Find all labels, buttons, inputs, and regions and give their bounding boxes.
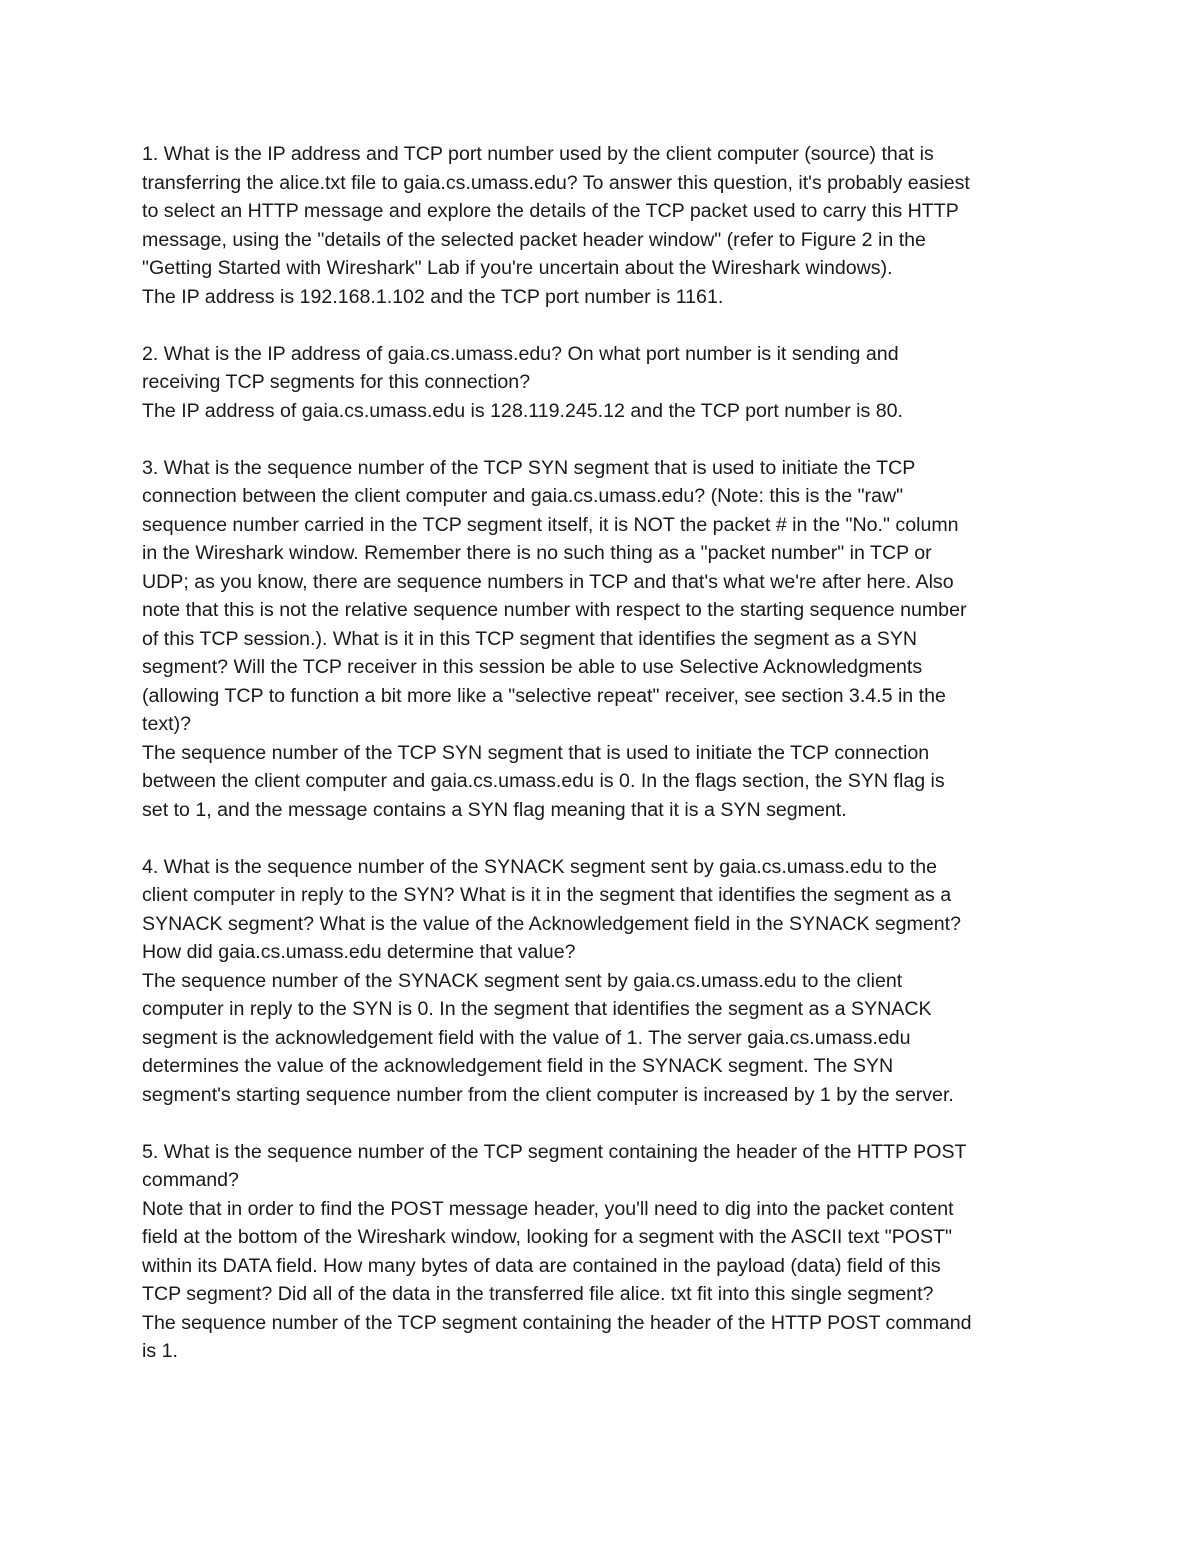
question-5-block	[142, 1138, 1072, 1366]
text-line: client computer in reply to the SYN? What is it in the segment that identifies the segment as a	[142, 884, 952, 906]
text-line: UDP; as you know, there are sequence numbers in TCP and that's what we're after here. Also	[142, 570, 954, 593]
text-line: connection between the client computer and gaia.cs.umass.edu? (Note: this is the "raw"	[142, 485, 904, 507]
question-3-block	[142, 454, 1072, 825]
text-line: 2. What is the IP address of gaia.cs.umass.edu? On what port number is it sending and	[142, 342, 899, 365]
answer-line: The sequence number of the TCP SYN segment that is used to initiate the TCP connection	[142, 741, 930, 764]
answer-line: between the client computer and gaia.cs.umass.edu is 0. In the flags section, the SYN flag is	[142, 770, 945, 792]
text-line: message, using the "details of the selected packet header window" (refer to Figure 2 in the	[142, 228, 926, 251]
answer-line: The sequence number of the TCP segment containing the header of the HTTP POST command	[142, 1311, 972, 1334]
text-line: command?	[142, 1169, 239, 1191]
text-line: sequence number carried in the TCP segment itself, it is NOT the packet # in the "No." column	[142, 513, 959, 536]
text-line: 1. What is the IP address and TCP port number used by the client computer (source) that is	[142, 143, 934, 165]
question-4-block	[142, 853, 1072, 1110]
text-line: within its DATA field. How many bytes of data are contained in the payload (data) field of this	[142, 1254, 941, 1277]
answer-line: is 1.	[142, 1340, 178, 1362]
text-line: Note that in order to find the POST message header, you'll need to dig into the packet content	[142, 1197, 954, 1220]
text-line: 3. What is the sequence number of the TCP SYN segment that is used to initiate the TCP	[142, 456, 916, 479]
answer-line: The IP address of gaia.cs.umass.edu is 128.119.245.12 and the TCP port number is 80.	[142, 399, 903, 422]
text-line: 4. What is the sequence number of the SYNACK segment sent by gaia.cs.umass.edu to the	[142, 855, 938, 878]
text-line: TCP segment? Did all of the data in the transferred file alice. txt fit into this single segment?	[142, 1283, 934, 1305]
answer-line: computer in reply to the SYN is 0. In the segment that identifies the segment as a SYNACK	[142, 998, 932, 1020]
text-line: How did gaia.cs.umass.edu determine that value?	[142, 941, 576, 963]
document-body	[142, 140, 1072, 1394]
text-line: transferring the alice.txt file to gaia.cs.umass.edu? To answer this question, it's probably easiest	[142, 171, 970, 194]
answer-line: segment's starting sequence number from the client computer is increased by 1 by the server.	[142, 1083, 954, 1106]
answer-line: The IP address is 192.168.1.102 and the TCP port number is 1161.	[142, 285, 724, 308]
question-2-block	[142, 340, 1072, 426]
text-line: SYNACK segment? What is the value of the Acknowledgement field in the SYNACK segment?	[142, 912, 962, 935]
text-line: in the Wireshark window. Remember there is no such thing as a "packet number" in TCP or	[142, 542, 932, 564]
text-line: "Getting Started with Wireshark" Lab if you're uncertain about the Wireshark windows).	[142, 257, 893, 279]
text-line: field at the bottom of the Wireshark window, looking for a segment with the ASCII text "POST"	[142, 1226, 953, 1248]
text-line: (allowing TCP to function a bit more like a "selective repeat" receiver, see section 3.4.5 in the	[142, 684, 946, 707]
text-line: receiving TCP segments for this connection?	[142, 371, 531, 393]
text-line: of this TCP session.). What is it in this TCP segment that identifies the segment as a SYN	[142, 627, 918, 650]
text-line: to select an HTTP message and explore the details of the TCP packet used to carry this HTTP	[142, 200, 959, 222]
answer-line: The sequence number of the SYNACK segment sent by gaia.cs.umass.edu to the client	[142, 969, 903, 992]
text-line: note that this is not the relative sequence number with respect to the starting sequence number	[142, 599, 967, 621]
answer-line: set to 1, and the message contains a SYN flag meaning that it is a SYN segment.	[142, 798, 847, 821]
question-1-block	[142, 140, 1072, 311]
text-line: segment? Will the TCP receiver in this session be able to use Selective Acknowledgments	[142, 656, 923, 678]
answer-line: segment is the acknowledgement field with the value of 1. The server gaia.cs.umass.edu	[142, 1026, 911, 1049]
text-line: text)?	[142, 713, 192, 735]
text-line: 5. What is the sequence number of the TCP segment containing the header of the HTTP POST	[142, 1140, 967, 1163]
answer-line: determines the value of the acknowledgement field in the SYNACK segment. The SYN	[142, 1055, 894, 1077]
